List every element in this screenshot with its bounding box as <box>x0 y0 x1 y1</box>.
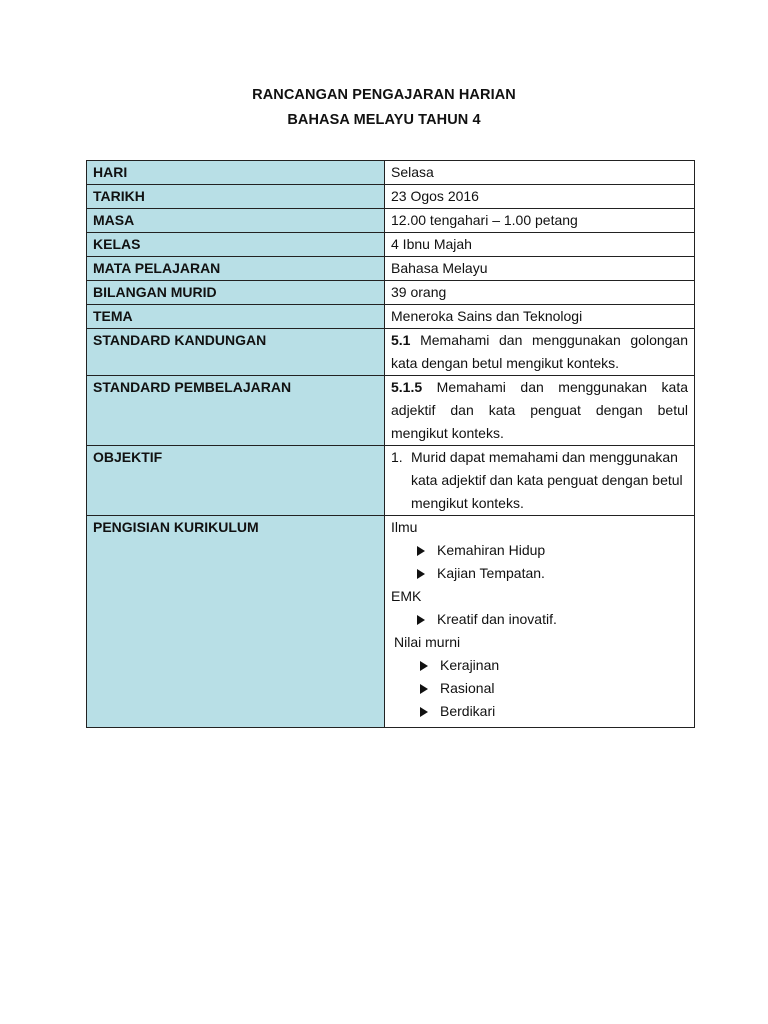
list-item: Kajian Tempatan. <box>391 562 688 585</box>
row-label-masa: MASA <box>87 209 385 233</box>
row-label-tarikh: TARIKH <box>87 185 385 209</box>
table-row <box>87 329 695 376</box>
row-value-masa: 12.00 tengahari – 1.00 petang <box>385 209 695 233</box>
nilai-murni-heading: Nilai murni <box>394 634 461 650</box>
row-label-standard-kandungan: STANDARD KANDUNGAN <box>87 329 385 376</box>
list-item: Kreatif dan inovatif. <box>391 608 688 631</box>
row-value-tema: Meneroka Sains dan Teknologi <box>385 305 695 329</box>
row-label-objektif: OBJEKTIF <box>87 446 385 516</box>
row-value-objektif <box>385 446 695 516</box>
row-value-standard-kandungan <box>385 329 695 376</box>
arrow-bullet-icon <box>417 546 425 556</box>
arrow-bullet-icon <box>420 707 428 717</box>
row-value-standard-pembelajaran <box>385 376 695 446</box>
row-value-hari: Selasa <box>385 161 695 185</box>
table-row <box>87 233 695 257</box>
table-row <box>87 376 695 446</box>
arrow-bullet-icon <box>417 615 425 625</box>
objective-number: 1. <box>391 449 403 465</box>
emk-heading: EMK <box>391 588 422 604</box>
standard-code: 5.1 <box>391 332 411 348</box>
table-row <box>87 161 695 185</box>
row-label-tema: TEMA <box>87 305 385 329</box>
row-value-kelas: 4 Ibnu Majah <box>385 233 695 257</box>
objective-text: Murid dapat memahami dan menggunakan kata adjektif dan kata penguat dengan betul mengikut konteks. <box>411 449 683 511</box>
list-item: Berdikari <box>391 700 688 723</box>
row-label-hari: HARI <box>87 161 385 185</box>
row-value-pengisian-kurikulum <box>385 516 695 728</box>
row-label-kelas: KELAS <box>87 233 385 257</box>
arrow-bullet-icon <box>420 661 428 671</box>
row-value-mata-pelajaran: Bahasa Melayu <box>385 257 695 281</box>
arrow-bullet-icon <box>420 684 428 694</box>
table-row <box>87 209 695 233</box>
list-item: Rasional <box>391 677 688 700</box>
table-row <box>87 257 695 281</box>
row-value-bilangan-murid: 39 orang <box>385 281 695 305</box>
row-value-tarikh: 23 Ogos 2016 <box>385 185 695 209</box>
arrow-bullet-icon <box>417 569 425 579</box>
table-row <box>87 446 695 516</box>
row-label-mata-pelajaran: MATA PELAJARAN <box>87 257 385 281</box>
row-label-pengisian-kurikulum: PENGISIAN KURIKULUM <box>87 516 385 728</box>
standard-text: Memahami dan menggunakan golongan kata dengan betul mengikut konteks. <box>391 332 688 371</box>
list-item: Kerajinan <box>391 654 688 677</box>
page-subtitle: BAHASA MELAYU TAHUN 4 <box>287 112 481 128</box>
table-row <box>87 185 695 209</box>
ilmu-heading: Ilmu <box>391 519 418 535</box>
row-label-bilangan-murid: BILANGAN MURID <box>87 281 385 305</box>
row-label-standard-pembelajaran: STANDARD PEMBELAJARAN <box>87 376 385 446</box>
lesson-plan-table <box>86 160 695 728</box>
list-item: Kemahiran Hidup <box>391 539 688 562</box>
table-row <box>87 281 695 305</box>
page-title: RANCANGAN PENGAJARAN HARIAN <box>252 87 516 103</box>
table-row <box>87 516 695 728</box>
table-row <box>87 305 695 329</box>
standard-text: Memahami dan menggunakan kata adjektif dan kata penguat dengan betul mengikut konteks. <box>391 379 688 441</box>
standard-code: 5.1.5 <box>391 379 423 395</box>
